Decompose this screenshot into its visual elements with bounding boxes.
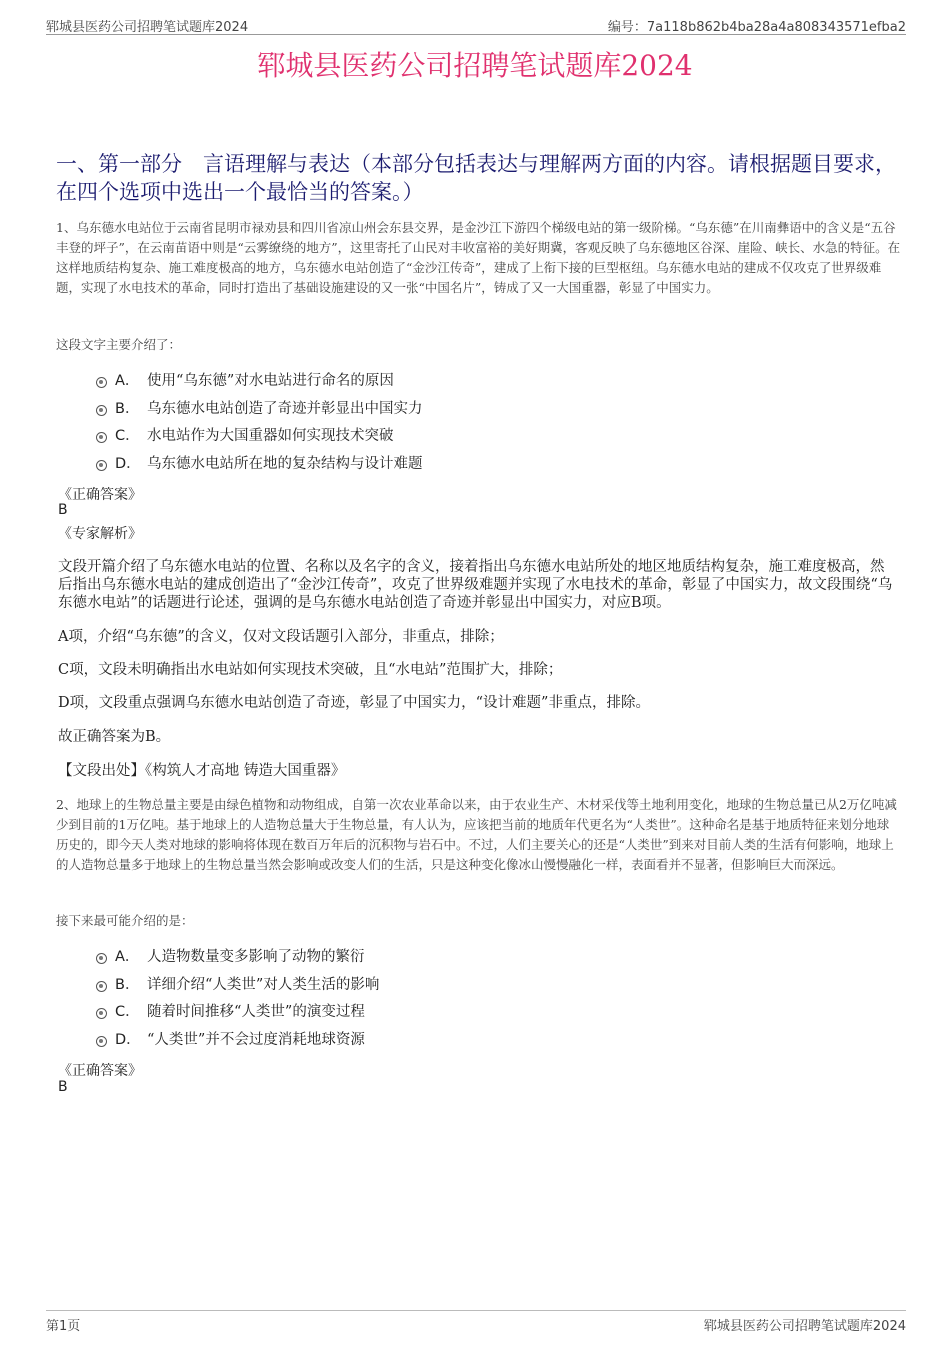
analysis-label: 《专家解析》: [58, 526, 142, 542]
question-1-text: 1、乌东德水电站位于云南省昆明市禄劝县和四川省凉山州会东县交界，是金沙江下游四个梯级电站的第一级阶梯。“乌东德”在川南彝语中的含义是“五谷丰登的坪子”，在云南苗语中则是“云雾缭绕的地方”，这里寄托了山民对丰收富裕的美好期冀，客观反映了乌东德地区谷深、崖险、峡长、水急的特征。在这样地质结构复杂、施工难度极高的地方，乌东德水电站创造了“金沙江传奇”，建成了上衔下接的巨型枢纽。乌东德水电站的建成不仅攻克了世界级难题，实现了水电技术的革命，同时打造出了基础设施建设的又一张“中国名片”，铸成了又一大国重器，彰显了中国实力。: [56, 220, 901, 295]
question-1-options: [96, 366, 423, 476]
header-doc-title: 郓城县医药公司招聘笔试题库2024: [46, 20, 249, 35]
page-title: 郓城县医药公司招聘笔试题库2024: [257, 49, 693, 82]
answer-label: 《正确答案》: [58, 1063, 142, 1079]
option-b[interactable]: B． 乌东德水电站创造了奇迹并彰显出中国实力: [96, 394, 423, 422]
option-c[interactable]: C． 随着时间推移“人类世”的演变过程: [96, 997, 379, 1025]
answer-value: B: [58, 1079, 68, 1095]
option-d[interactable]: D． 乌东德水电站所在地的复杂结构与设计难题: [96, 449, 423, 477]
option-c[interactable]: C． 水电站作为大国重器如何实现技术突破: [96, 421, 423, 449]
analysis-paragraph: 文段开篇介绍了乌东德水电站的位置、名称以及名字的含义，接着指出乌东德水电站所处的地区地质结构复杂，施工难度极高，然后指出乌东德水电站的建成创造出了“金沙江传奇”，攻克了世界级难题并实现了水电技术的革命，彰显了中国实力，故文段围绕“乌东德水电站”的话题进行论述，强调的是乌东德水电站创造了奇迹并彰显出中国实力，对应B项。: [58, 559, 893, 611]
option-a[interactable]: A． 人造物数量变多影响了动物的繁衍: [96, 942, 379, 970]
analysis-conclusion: 故正确答案为B。: [58, 729, 171, 745]
radio-icon[interactable]: [96, 1036, 107, 1047]
source-citation: 【文段出处】《构筑人才高地 铸造大国重器》: [58, 763, 346, 779]
question-1-prompt: 这段文字主要介绍了：: [56, 337, 182, 352]
option-a[interactable]: A． 使用“乌东德”对水电站进行命名的原因: [96, 366, 423, 394]
radio-icon[interactable]: [96, 432, 107, 443]
header-doc-id: 编号：7a118b862b4ba28a4a808343571efba2: [607, 20, 906, 35]
question-2-options: [96, 942, 379, 1052]
page-header: [46, 14, 906, 35]
question-2-prompt: 接下来最可能介绍的是：: [56, 913, 194, 928]
radio-icon[interactable]: [96, 377, 107, 388]
section-heading: 一、第一部分 言语理解与表达（本部分包括表达与理解两方面的内容。请根据题目要求，在四个选项中选出一个最恰当的答案。）: [56, 152, 896, 204]
analysis-option-d: D项，文段重点强调乌东德水电站创造了奇迹，彰显了中国实力，“设计难题”非重点，排除。: [58, 695, 650, 711]
question-2-text: 2、地球上的生物总量主要是由绿色植物和动物组成，自第一次农业革命以来，由于农业生产、木材采伐等土地利用变化，地球的生物总量已从2万亿吨减少到目前的1万亿吨。基于地球上的人造物总量大于生物总量，有人认为，应该把当前的地质年代更名为“人类世”。这种命名是基于地质特征来划分地球历史的，即今天人类对地球的影响将体现在数百万年后的沉积物与岩石中。不过，人们主要关心的还是“人类世”到来对目前人类的生活有何影响，地球上的人造物总量多于地球上的生物总量当然会影响或改变人们的生活，只是这种变化像冰山慢慢融化一样，表面看并不显著，但影响巨大而深远。: [56, 797, 897, 872]
analysis-option-a: A项，介绍“乌东德”的含义，仅对文段话题引入部分，非重点，排除；: [58, 629, 504, 645]
radio-icon[interactable]: [96, 1008, 107, 1019]
radio-icon[interactable]: [96, 460, 107, 471]
option-b[interactable]: B． 详细介绍“人类世”对人类生活的影响: [96, 970, 379, 998]
radio-icon[interactable]: [96, 405, 107, 416]
answer-label: 《正确答案》: [58, 487, 142, 503]
analysis-option-c: C项，文段未明确指出水电站如何实现技术突破，且“水电站”范围扩大，排除；: [58, 662, 563, 678]
page-number: 第1页: [46, 1319, 81, 1334]
page-footer: [46, 1310, 906, 1333]
radio-icon[interactable]: [96, 953, 107, 964]
answer-value: B: [58, 502, 68, 518]
option-d[interactable]: D． “人类世”并不会过度消耗地球资源: [96, 1025, 379, 1053]
footer-doc-title: 郓城县医药公司招聘笔试题库2024: [703, 1319, 906, 1334]
radio-icon[interactable]: [96, 981, 107, 992]
